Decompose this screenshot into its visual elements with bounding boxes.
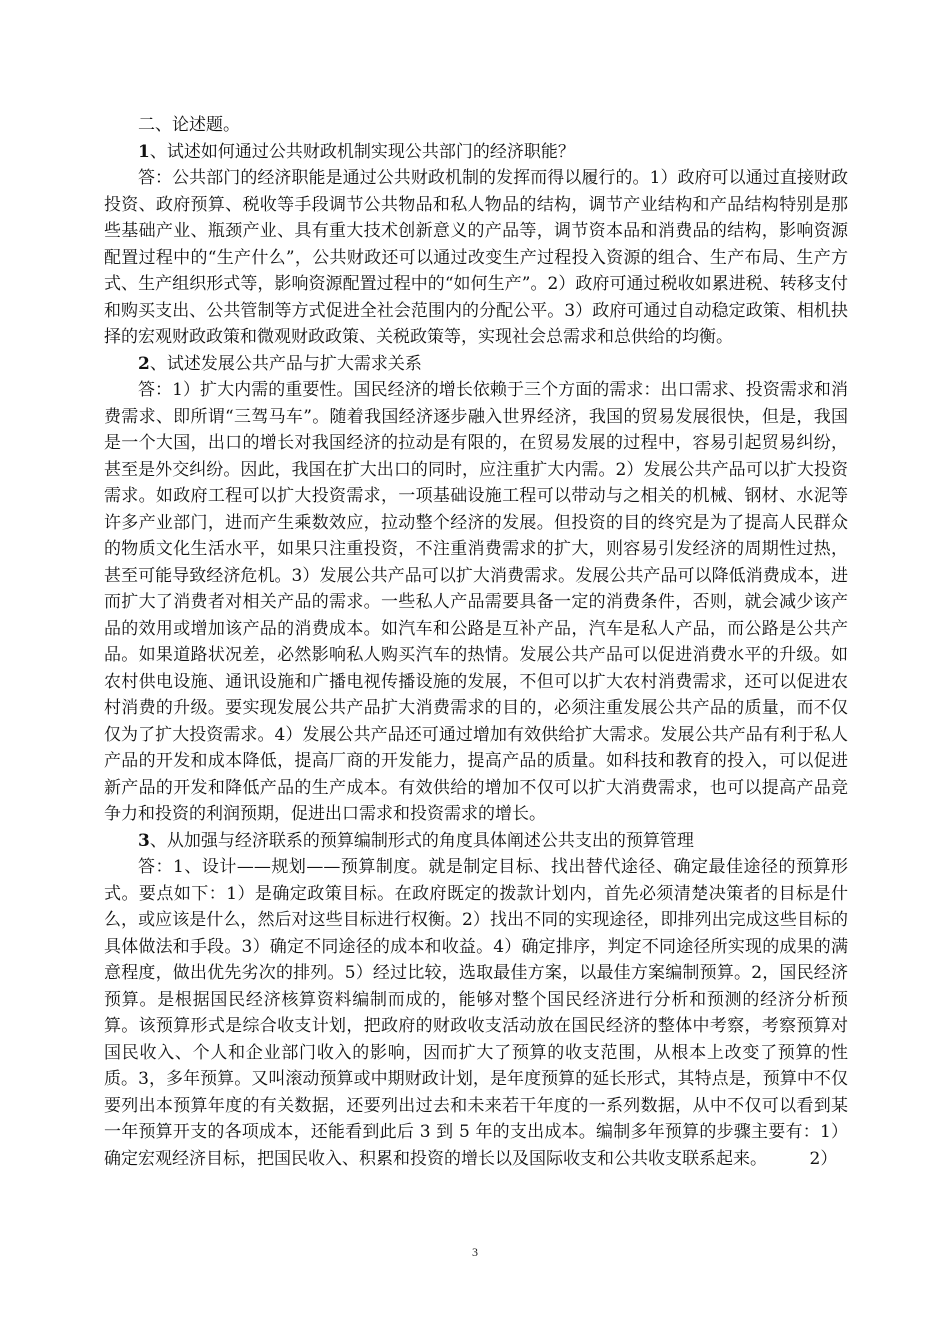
question-number: 1 <box>138 141 150 162</box>
answer-2: 答：1）扩大内需的重要性。国民经济的增长依赖于三个方面的需求：出口需求、投资需求和消费需求、即所谓“三驾马车”。随着我国经济逐步融入世界经济，我国的贸易发展很快，但是，我国是一个大国，出口的增长对我国经济的拉动是有限的，在贸易发展的过程中，容易引起贸易纠纷，甚至是外交纠纷。因此，我国在扩大出口的同时，应注重扩大内需。2）发展公共产品可以扩大投资需求。如政府工程可以扩大投资需求，一项基础设施工程可以带动与之相关的机械、钢材、水泥等许多产业部门，进而产生乘数效应，拉动整个经济的发展。但投资的目的终究是为了提高人民群众的物质文化生活水平，如果只注重投资，不注重消费需求的扩大，则容易引发经济的周期性过热，甚至可能导致经济危机。3）发展公共产品可以扩大消费需求。发展公共产品可以降低消费成本，进而扩大了消费者对相关产品的需求。一些私人产品需要具备一定的消费条件，否则，就会减少该产品的效用或增加该产品的消费成本。如汽车和公路是互补产品，汽车是私人产品，而公路是公共产品。如果道路状况差，必然影响私人购买汽车的热情。发展公共产品可以促进消费水平的升级。如农村供电设施、通讯设施和广播电视传播设施的发展，不但可以扩大农村消费需求，还可以促进农村消费的升级。要实现发展公共产品扩大消费需求的目的，必须注重发展公共产品的质量，而不仅仅为了扩大投资需求。4）发展公共产品还可通过增加有效供给扩大需求。发展公共产品有利于私人产品的开发和成本降低，提高厂商的开发能力，提高产品的质量。如科技和教育的投入，可以促进新产品的开发和降低产品的生产成本。有效供给的增加不仅可以扩大消费需求，也可以提高产品竞争力和投资的利润预期，促进出口需求和投资需求的增长。 <box>104 380 848 824</box>
section-heading: 二、论述题。 <box>138 115 240 135</box>
document-body <box>104 112 848 1172</box>
question-3 <box>104 828 848 855</box>
question-2 <box>104 351 848 378</box>
question-text: 、试述发展公共产品与扩大需求关系 <box>149 353 422 374</box>
answer-1: 答：公共部门的经济职能是通过公共财政机制的发挥而得以履行的。1）政府可以通过直接财政投资、政府预算、税收等手段调节公共物品和私人物品的结构，调节产业结构和产品结构特别是那些基础产业、瓶颈产业、具有重大技术创新意义的产品等，调节资本品和消费品的结构，影响资源配置过程中的“生产什么”，公共财政还可以通过改变生产过程投入资源的组合、生产布局、生产方式、生产组织形式等，影响资源配置过程中的“如何生产”。2）政府可通过税收如累进税、转移支付和购买支出、公共管制等方式促进全社会范围内的分配公平。3）政府可通过自动稳定政策、相机抉择的宏观财政政策和微观财政政策、关税政策等，实现社会总需求和总供给的均衡。 <box>104 168 848 347</box>
question-text: 、试述如何通过公共财政机制实现公共部门的经济职能？ <box>149 141 575 162</box>
question-text: 、从加强与经济联系的预算编制形式的角度具体阐述公共支出的预算管理 <box>149 830 694 851</box>
question-number: 3 <box>138 830 150 851</box>
question-number: 2 <box>138 353 150 374</box>
page-number: 3 <box>472 1245 478 1259</box>
question-1 <box>104 139 848 166</box>
answer-3: 答：1、设计——规划——预算制度。就是制定目标、找出替代途径、确定最佳途径的预算形式。要点如下：1）是确定政策目标。在政府既定的拨款计划内，首先必须清楚决策者的目标是什么，或应该是什么，然后对这些目标进行权衡。2）找出不同的实现途径，即排列出完成这些目标的具体做法和手段。3）确定不同途径的成本和收益。4）确定排序，判定不同途径所实现的成果的满意程度，做出优先劣次的排列。5）经过比较，选取最佳方案，以最佳方案编制预算。2，国民经济预算。是根据国民经济核算资料编制而成的，能够对整个国民经济进行分析和预测的经济分析预算。该预算形式是综合收支计划，把政府的财政收支活动放在国民经济的整体中考察，考察预算对国民收入、个人和企业部门收入的影响，因而扩大了预算的收支范围，从根本上改变了预算的性质。3，多年预算。又叫滚动预算或中期财政计划，是年度预算的延长形式，其特点是，预算中不仅要列出本预算年度的有关数据，还要列出过去和未来若干年度的一系列数据，从中不仅可以看到某一年预算开支的各项成本，还能看到此后 3 到 5 年的支出成本。编制多年预算的步骤主要有：1）确定宏观经济目标，把国民收入、积累和投资的增长以及国际收支和公共收支联系起来。 2） <box>104 857 848 1169</box>
